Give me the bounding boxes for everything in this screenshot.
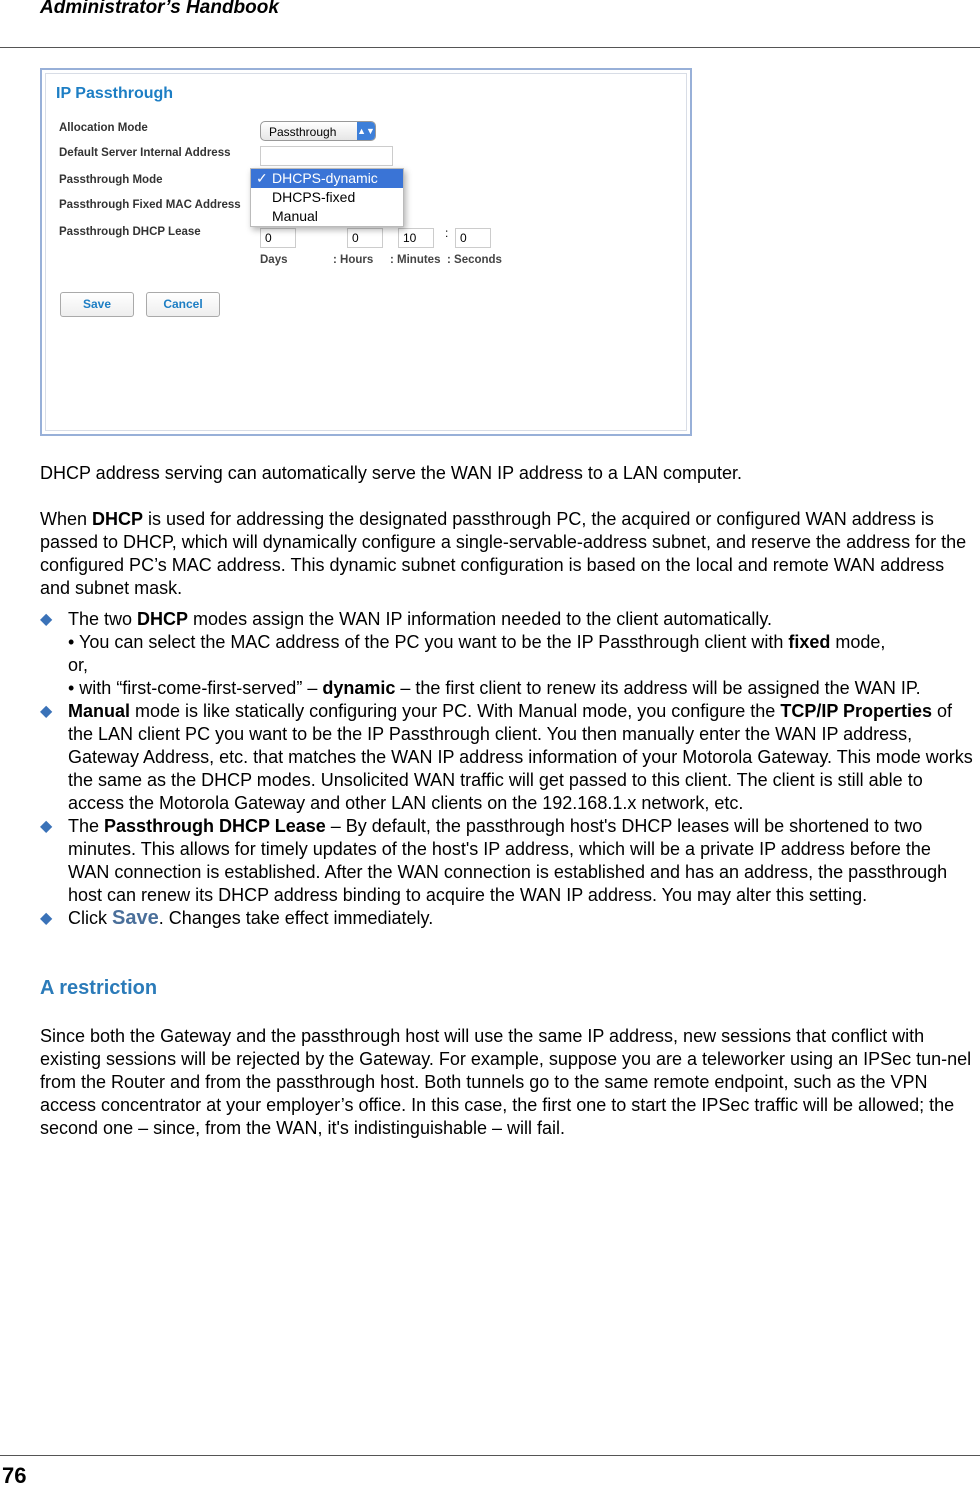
- diamond-bullet-icon: ◆: [40, 818, 53, 835]
- menu-label: Manual: [272, 208, 318, 224]
- label-passthrough-mode: Passthrough Mode: [59, 174, 163, 186]
- lease-days-input[interactable]: 0: [260, 228, 296, 248]
- paragraph: When DHCP is used for addressing the designated passthrough PC, the acquired or configured WAN address is passed to DHCP, which will dynamically configure a single-servable-address subnet, and reserve the address for the configured PC’s MAC address. This dynamic subnet configuration is based on the local and remote WAN address and subnet mask.: [40, 509, 967, 598]
- label-default-server: Default Server Internal Address: [59, 147, 231, 159]
- menu-item-dhcps-fixed[interactable]: [251, 188, 403, 207]
- label-dhcp-lease: Passthrough DHCP Lease: [59, 226, 201, 238]
- paragraph: Since both the Gateway and the passthrough host will use the same IP address, new sessions that conflict with existing sessions will be rejected by the Gateway. For example, suppose you are a teleworker using an IPSec tun-nel from the Router and from the passthrough host. Both tunnels go to the same remote endpoint, such as the VPN access concentrator at your employer’s office. In this case, the first one to start the IPSec traffic will be allowed; the second one – since, from the WAN, it's indistinguishable – will fail.: [40, 1026, 972, 1138]
- running-header: Administrator’s Handbook: [40, 0, 279, 18]
- menu-label: DHCPS-dynamic: [272, 170, 378, 186]
- unit-minutes: : Minutes: [390, 254, 441, 266]
- diamond-bullet-icon: ◆: [40, 910, 53, 927]
- menu-item-dhcps-dynamic[interactable]: [251, 169, 403, 188]
- bullet-item: ◆ Click Save. Changes take effect immediately.: [40, 907, 434, 929]
- menu-item-manual[interactable]: [251, 207, 403, 226]
- unit-days: Days: [260, 254, 288, 266]
- check-icon: ✓: [256, 170, 268, 186]
- ip-passthrough-screenshot: [40, 68, 692, 436]
- page-number: 76: [2, 1463, 27, 1488]
- footer-rule: [0, 1455, 980, 1456]
- save-button[interactable]: Save: [60, 292, 134, 317]
- section-heading: A restriction: [40, 977, 158, 999]
- bullet-item: ◆ The Passthrough DHCP Lease – By default, the passthrough host's DHCP leases will be shortened to two minutes. This allows for timely updates of the host's IP address, which will be a private IP address before the WAN connection is established. After the WAN connection is established and has an address, the passthrough host can renew its DHCP address binding to acquire the WAN IP address. You may alter this setting.: [40, 816, 948, 905]
- header-rule: [0, 47, 980, 48]
- diamond-bullet-icon: ◆: [40, 611, 53, 628]
- body-text: [40, 462, 976, 930]
- unit-seconds: : Seconds: [447, 254, 502, 266]
- default-server-input[interactable]: [260, 146, 393, 166]
- colon: :: [445, 226, 449, 240]
- label-allocation-mode: Allocation Mode: [59, 122, 148, 134]
- panel-title: IP Passthrough: [56, 85, 174, 102]
- cancel-button[interactable]: Cancel: [146, 292, 220, 317]
- bullet-item: ◆ Manual mode is like statically configuring your PC. With Manual mode, you configure the TCP/IP Properties of the LAN client PC you want to be the IP Passthrough client. You then manually enter the WAN IP address, Gateway Address, etc. that matches the WAN IP address information of your Motorola Gateway. This mode works the same as the DHCP modes. Unsolicited WAN traffic will get passed to this client. The client is still able to access the Motorola Gateway and other LAN clients on the 192.168.1.x network, etc.: [40, 701, 973, 813]
- allocation-mode-value: Passthrough: [269, 125, 337, 139]
- paragraph: DHCP address serving can automatically serve the WAN IP address to a LAN computer.: [40, 463, 742, 483]
- passthrough-mode-dropdown[interactable]: [250, 168, 404, 227]
- lease-hours-input[interactable]: 0: [347, 228, 383, 248]
- unit-hours: : Hours: [333, 254, 374, 266]
- allocation-mode-select[interactable]: [260, 121, 376, 141]
- bullet-item: ◆ The two DHCP modes assign the WAN IP information needed to the client automatically. • You can select the MAC address of the PC you want to be the IP Passthrough client with fixed mode, or, • with “first-come-first-served” – dynamic – the first client to renew its address will be assigned the WAN IP.: [40, 609, 921, 698]
- label-fixed-mac: Passthrough Fixed MAC Address: [59, 199, 241, 211]
- lease-minutes-input[interactable]: 10: [398, 228, 434, 248]
- diamond-bullet-icon: ◆: [40, 703, 53, 720]
- lease-seconds-input[interactable]: 0: [455, 228, 491, 248]
- menu-label: DHCPS-fixed: [272, 189, 356, 205]
- stepper-arrows-icon: ▲▼: [357, 122, 375, 140]
